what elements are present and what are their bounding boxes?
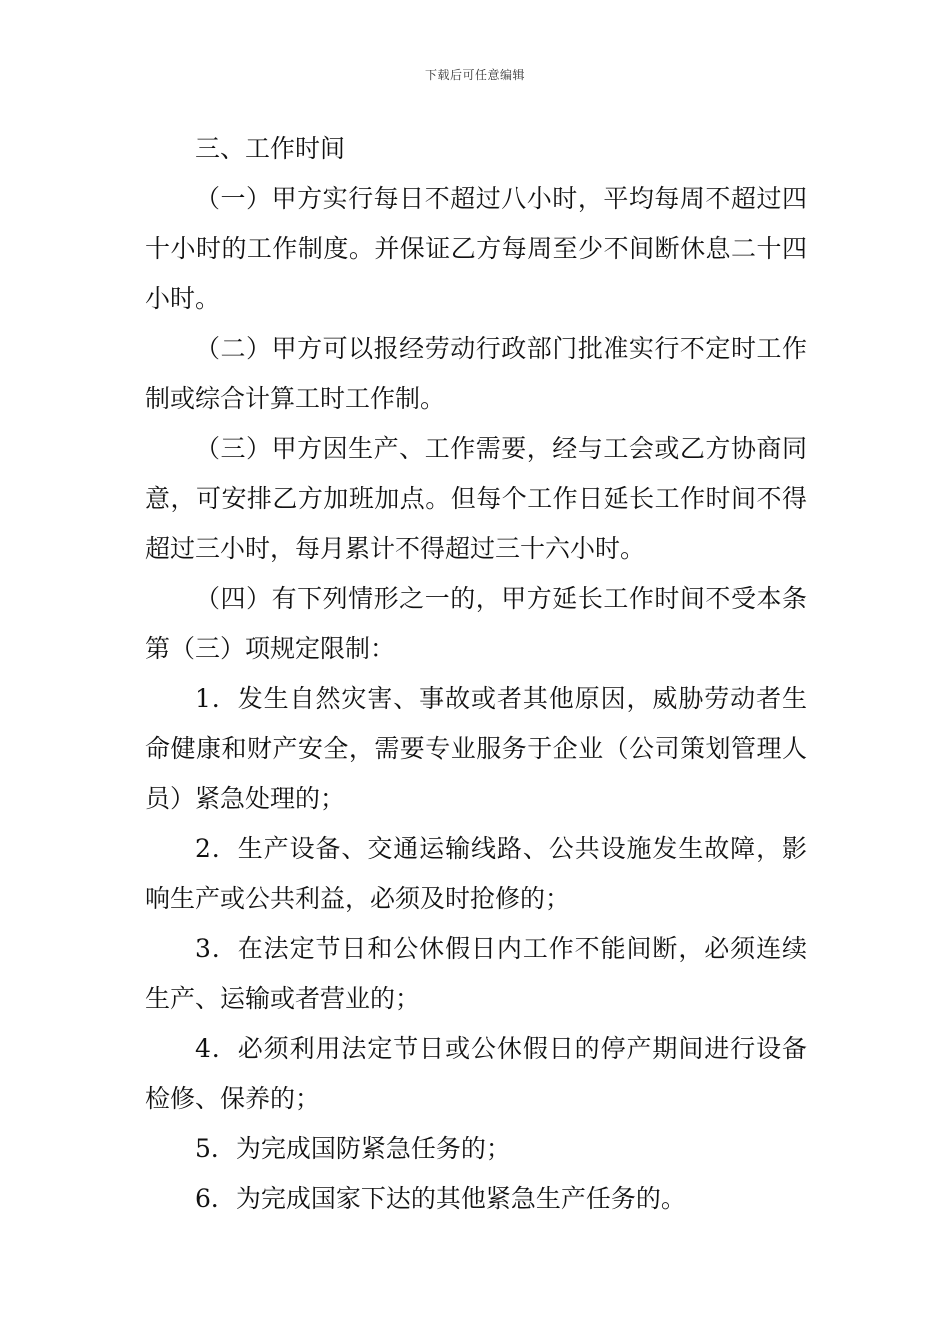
header-note: 下载后可任意编辑 [424,68,525,82]
list-item-1: 1．发生自然灾害、事故或者其他原因，威胁劳动者生命健康和财产安全，需要专业服务于企业（公司策划管理人员）紧急处理的； [145,684,807,813]
paragraph-item-4: （四）有下列情形之一的，甲方延长工作时间不受本条第（三）项规定限制： [145,584,807,663]
list-item-6: 6．为完成国家下达的其他紧急生产任务的。 [195,1184,686,1213]
list-item-3: 3．在法定节日和公休假日内工作不能间断，必须连续生产、运输或者营业的； [145,934,807,1013]
list-item-2: 2．生产设备、交通运输线路、公共设施发生故障，影响生产或公共利益，必须及时抢修的； [145,834,807,913]
list-item-5: 5．为完成国防紧急任务的； [195,1134,511,1163]
paragraph-item-3: （三）甲方因生产、工作需要，经与工会或乙方协商同意，可安排乙方加班加点。但每个工作日延长工作时间不得超过三小时，每月累计不得超过三十六小时。 [145,434,807,563]
paragraph-item-1: （一）甲方实行每日不超过八小时，平均每周不超过四十小时的工作制度。并保证乙方每周至少不间断休息二十四小时。 [145,184,807,313]
section-heading: 三、工作时间 [195,134,346,163]
document-body [145,124,807,1224]
list-item-4: 4．必须利用法定节日或公休假日的停产期间进行设备检修、保养的； [145,1034,807,1113]
paragraph-item-2: （二）甲方可以报经劳动行政部门批准实行不定时工作制或综合计算工时工作制。 [145,334,807,413]
